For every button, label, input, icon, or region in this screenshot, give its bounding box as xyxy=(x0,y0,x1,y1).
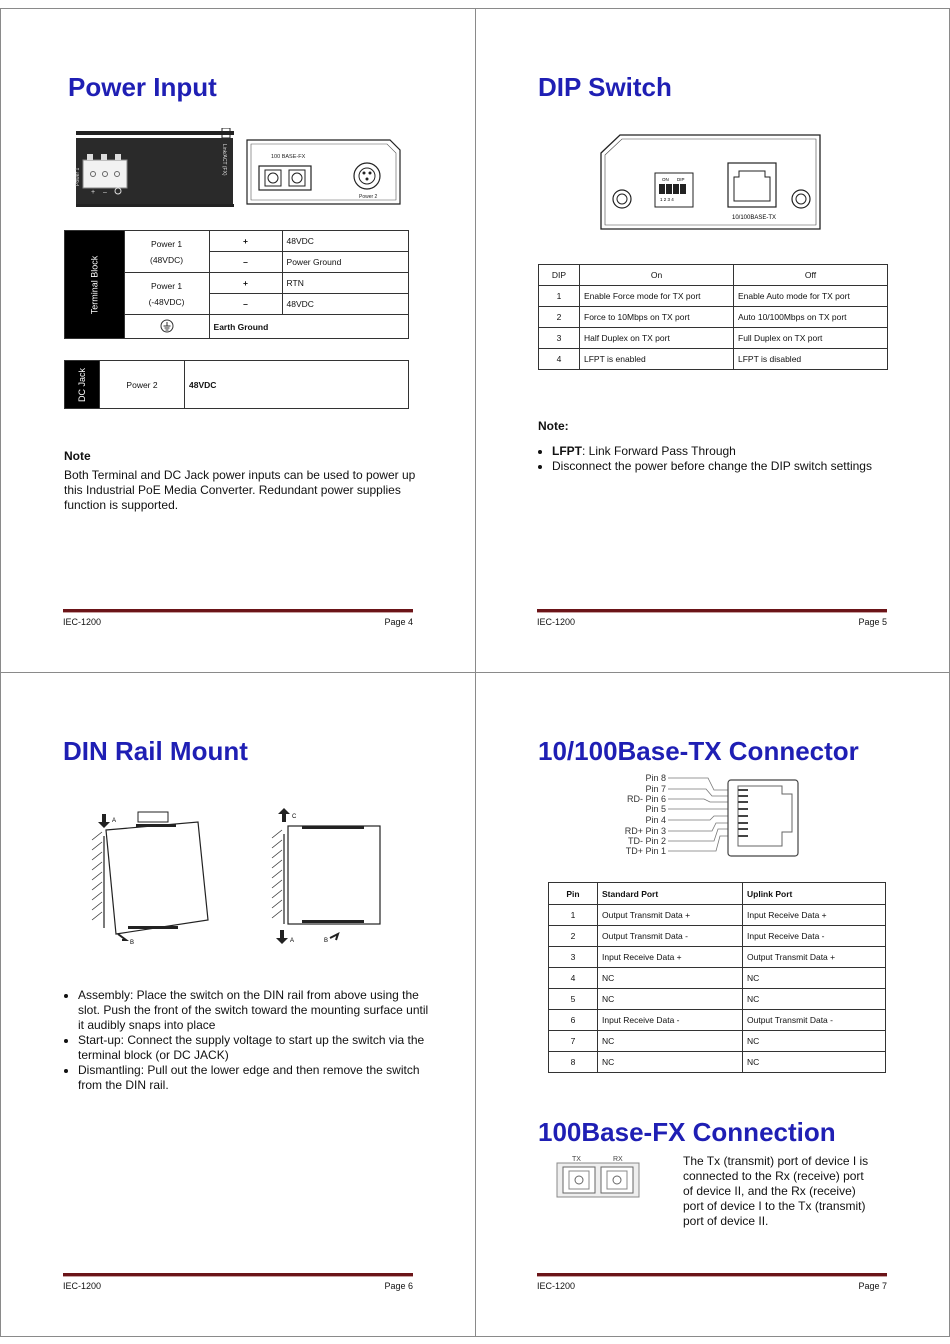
on-cell: Enable Force mode for TX port xyxy=(580,286,734,307)
footer-page-number: Page 5 xyxy=(858,617,887,627)
rj45-pinout-image xyxy=(620,772,805,860)
footer xyxy=(63,1273,413,1291)
label-a: A xyxy=(112,818,117,824)
footer xyxy=(537,1273,887,1291)
power1-image-label: Power 1 xyxy=(75,167,81,186)
dip-cell: 3 xyxy=(539,328,580,349)
column-header: Uplink Port xyxy=(743,883,886,905)
pin-label: Pin 8 xyxy=(645,773,666,783)
dc-jack-side xyxy=(65,361,100,409)
standard-port-cell: NC xyxy=(598,968,743,989)
label-b-2: B xyxy=(324,938,329,944)
table-row xyxy=(549,905,886,926)
dip-dip-label: DIP xyxy=(677,177,685,182)
column-header: Off xyxy=(734,265,888,286)
page-title: Power Input xyxy=(68,72,217,102)
table-row xyxy=(539,349,888,370)
lfpt-term: LFPT xyxy=(552,444,582,458)
pin-label: Pin 5 xyxy=(645,804,666,814)
uplink-port-cell: NC xyxy=(743,968,886,989)
tx-port-label: 10/100BASE-TX xyxy=(732,215,777,221)
off-cell: Full Duplex on TX port xyxy=(734,328,888,349)
standard-port-cell: NC xyxy=(598,1031,743,1052)
table-row xyxy=(549,1052,886,1073)
polarity-cell: + xyxy=(209,273,282,294)
uplink-port-cell: NC xyxy=(743,989,886,1010)
section-title: 100Base-FX Connection xyxy=(538,1117,836,1147)
note-title: Note xyxy=(64,449,91,463)
uplink-port-cell: Output Transmit Data + xyxy=(743,947,886,968)
off-cell: Enable Auto mode for TX port xyxy=(734,286,888,307)
pin-label: Pin 4 xyxy=(645,815,666,825)
footer-page-number: Page 4 xyxy=(384,617,413,627)
table-row xyxy=(549,1010,886,1031)
fiber-port-label: 100 BASE-FX xyxy=(271,154,306,160)
polarity-cell: + xyxy=(209,231,282,252)
table-row xyxy=(539,307,888,328)
uplink-port-cell: NC xyxy=(743,1031,886,1052)
standard-port-cell: NC xyxy=(598,989,743,1010)
footer-page-number: Page 6 xyxy=(384,1281,413,1291)
footer xyxy=(537,609,887,627)
footer-doc-id: IEC-1200 xyxy=(537,617,576,627)
terminal-block-table xyxy=(64,230,409,339)
dip-numbers-label: 1 2 3 4 xyxy=(660,197,674,202)
rj45-pin-table xyxy=(548,882,886,1073)
power1-48-cell xyxy=(124,231,209,273)
standard-port-cell: Input Receive Data - xyxy=(598,1010,743,1031)
footer-doc-id: IEC-1200 xyxy=(63,1281,102,1291)
pin-cell: 8 xyxy=(549,1052,598,1073)
note-title: Note: xyxy=(538,419,569,433)
dc-value-cell: 48VDC xyxy=(185,361,409,409)
dip-cell: 1 xyxy=(539,286,580,307)
value-cell: 48VDC xyxy=(282,294,408,315)
list-item xyxy=(552,444,912,459)
page-title: DIP Switch xyxy=(538,72,672,102)
value-cell: Power Ground xyxy=(282,252,408,273)
terminal-block-label: Terminal Block xyxy=(89,255,100,314)
page-frame-4 xyxy=(0,8,476,673)
off-cell: Auto 10/100Mbps on TX port xyxy=(734,307,888,328)
footer-doc-id: IEC-1200 xyxy=(537,1281,576,1291)
uplink-port-cell: NC xyxy=(743,1052,886,1073)
plus-label: + xyxy=(91,189,96,196)
earth-ground-icon-cell xyxy=(124,315,209,339)
footer-rule xyxy=(537,609,887,613)
table-row xyxy=(549,1031,886,1052)
footer-page-number: Page 7 xyxy=(858,1281,887,1291)
standard-port-cell: Input Receive Data + xyxy=(598,947,743,968)
group-label: Power 1 xyxy=(150,238,183,249)
table-row xyxy=(539,286,888,307)
uplink-port-cell: Input Receive Data + xyxy=(743,905,886,926)
pin-label: RD- Pin 6 xyxy=(626,794,666,804)
pin-label: TD+ Pin 1 xyxy=(625,846,666,856)
tx-label: TX xyxy=(572,1156,581,1163)
power2-image-label: Power 2 xyxy=(359,194,378,200)
link-act-label: Link/ACT (FX) xyxy=(221,144,227,176)
standard-port-cell: Output Transmit Data + xyxy=(598,905,743,926)
footer-doc-id: IEC-1200 xyxy=(63,617,102,627)
list-item: • Start-up: Connect the supply voltage to start up the switch via the terminal block (or DC JACK) xyxy=(78,1033,430,1063)
pin-cell: 6 xyxy=(549,1010,598,1031)
din-rail-steps xyxy=(64,988,430,1093)
dip-switch-table xyxy=(538,264,888,370)
footer-rule xyxy=(537,1273,887,1277)
minus-label: – xyxy=(103,189,107,196)
earth-ground-label: Earth Ground xyxy=(209,315,408,339)
value-cell: RTN xyxy=(282,273,408,294)
list-item: • Dismantling: Pull out the lower edge and then remove the switch from the DIN rail. xyxy=(78,1063,430,1093)
table-row xyxy=(549,989,886,1010)
on-cell: Half Duplex on TX port xyxy=(580,328,734,349)
pin-cell: 5 xyxy=(549,989,598,1010)
standard-port-cell: Output Transmit Data - xyxy=(598,926,743,947)
on-cell: Force to 10Mbps on TX port xyxy=(580,307,734,328)
lfpt-definition: : Link Forward Pass Through xyxy=(582,444,736,458)
pin-cell: 3 xyxy=(549,947,598,968)
note-text: Both Terminal and DC Jack power inputs can be used to power up this Industrial PoE Media Converter. Redundant power supplies function is supported. xyxy=(64,468,416,512)
polarity-cell: – xyxy=(209,252,282,273)
dc-power-cell: Power 2 xyxy=(100,361,185,409)
value-cell: 48VDC xyxy=(282,231,408,252)
table-row xyxy=(549,926,886,947)
dc-jack-table xyxy=(64,360,409,409)
pin-label: Pin 7 xyxy=(645,784,666,794)
list-item: • Assembly: Place the switch on the DIN rail from above using the slot. Push the front of the switch toward the mounting surface until it audibly snaps into place xyxy=(78,988,430,1033)
table-row xyxy=(549,968,886,989)
label-a-2: A xyxy=(290,938,295,944)
footer-rule xyxy=(63,609,413,613)
footer-rule xyxy=(63,1273,413,1277)
polarity-cell: – xyxy=(209,294,282,315)
pin-label: RD+ Pin 3 xyxy=(624,826,666,836)
earth-ground-icon xyxy=(160,319,174,333)
dc-jack-label: DC Jack xyxy=(77,367,88,402)
rx-label: RX xyxy=(613,1156,623,1163)
standard-port-cell: NC xyxy=(598,1052,743,1073)
uplink-port-cell: Output Transmit Data - xyxy=(743,1010,886,1031)
page-title: DIN Rail Mount xyxy=(63,736,248,766)
pin-cell: 1 xyxy=(549,905,598,926)
table-row xyxy=(549,947,886,968)
column-header: Standard Port xyxy=(598,883,743,905)
group-label: Power 1 xyxy=(150,280,183,291)
dip-switch-image xyxy=(600,133,825,231)
power1-neg48-cell xyxy=(124,273,209,315)
pin-cell: 2 xyxy=(549,926,598,947)
pin-label: TD- Pin 2 xyxy=(627,836,666,846)
off-cell: LFPT is disabled xyxy=(734,349,888,370)
footer xyxy=(63,609,413,627)
note-list xyxy=(538,444,912,474)
column-header: DIP xyxy=(539,265,580,286)
group-sub-label: (-48VDC) xyxy=(148,296,185,307)
group-sub-label: (48VDC) xyxy=(150,254,184,265)
on-cell: LFPT is enabled xyxy=(580,349,734,370)
pin-cell: 7 xyxy=(549,1031,598,1052)
dip-on-label: ON xyxy=(662,177,669,182)
fx-connector-image xyxy=(555,1153,641,1199)
din-rail-mount-image xyxy=(88,808,388,950)
column-header: On xyxy=(580,265,734,286)
terminal-block-side xyxy=(65,231,125,339)
pin-cell: 4 xyxy=(549,968,598,989)
label-c: C xyxy=(292,814,297,820)
power-input-image xyxy=(75,128,410,208)
column-header: Pin xyxy=(549,883,598,905)
label-b: B xyxy=(130,940,135,946)
dip-cell: 4 xyxy=(539,349,580,370)
table-row xyxy=(539,328,888,349)
uplink-port-cell: Input Receive Data - xyxy=(743,926,886,947)
list-item: • Disconnect the power before change the DIP switch settings xyxy=(552,459,912,474)
dip-cell: 2 xyxy=(539,307,580,328)
page-title: 10/100Base-TX Connector xyxy=(538,736,859,766)
fx-description: The Tx (transmit) port of device I is connected to the Rx (receive) port of device II, and the Rx (receive) port of device I to the Tx (transmit) port of device II. xyxy=(683,1154,869,1228)
